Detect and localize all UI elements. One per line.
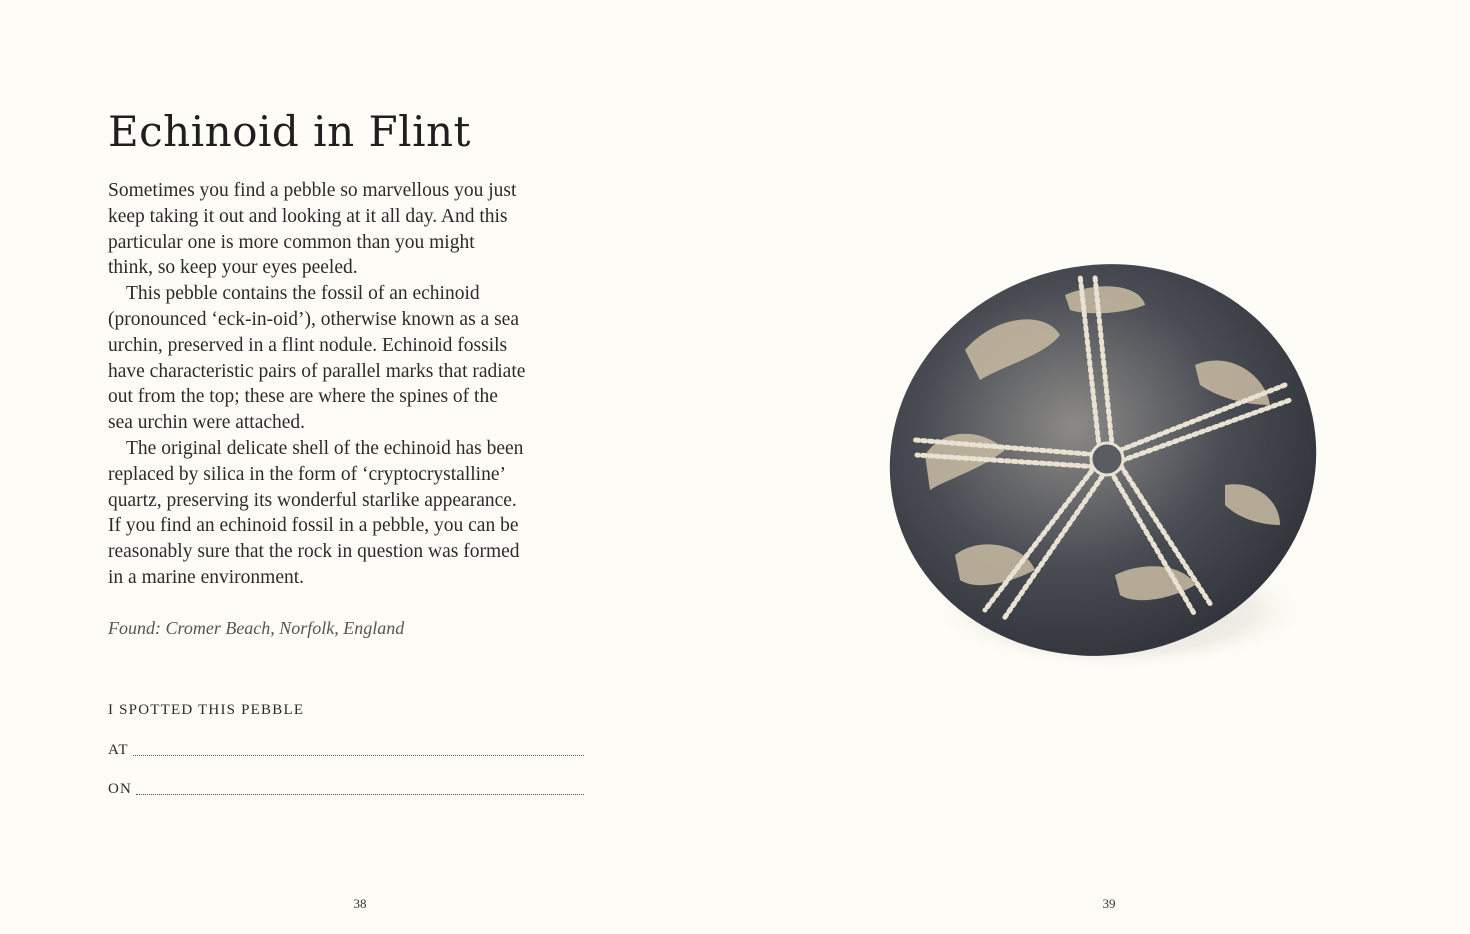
found-location: Found: Cromer Beach, Norfolk, England — [108, 618, 405, 638]
on-label: ON — [108, 781, 133, 797]
body-line: quartz, preserving its wonderful starlike appearance. — [108, 489, 517, 511]
at-field-row — [108, 741, 584, 759]
body-line: keep taking it out and looking at it all day. And this — [108, 205, 508, 227]
on-write-line — [136, 780, 584, 795]
body-line: have characteristic pairs of parallel marks that radiate — [108, 360, 526, 382]
body-line: The original delicate shell of the echinoid has been — [126, 437, 524, 459]
body-line: sea urchin were attached. — [108, 412, 306, 434]
at-write-line — [133, 741, 584, 756]
body-line: If you find an echinoid fossil in a pebble, you can be — [108, 515, 519, 537]
body-line: (pronounced ‘eck-in-oid’), otherwise known as a sea — [108, 308, 519, 330]
body-line: reasonably sure that the rock in question was formed — [108, 541, 520, 563]
right-page — [735, 0, 1470, 934]
body-line: out from the top; these are where the spines of the — [108, 386, 498, 408]
body-line: think, so keep your eyes peeled. — [108, 257, 358, 279]
body-line: particular one is more common than you might — [108, 231, 475, 253]
body-line: urchin, preserved in a flint nodule. Echinoid fossils — [108, 334, 508, 356]
body-line: Sometimes you find a pebble so marvellous you just — [108, 180, 517, 201]
body-line: This pebble contains the fossil of an echinoid — [126, 283, 480, 305]
page-number-left: 38 — [353, 896, 367, 911]
at-label: AT — [108, 742, 129, 758]
body-line: in a marine environment. — [108, 566, 305, 588]
echinoid-pebble-icon — [885, 255, 1325, 685]
on-field-row — [108, 780, 584, 798]
page-title: Echinoid in Flint — [108, 107, 471, 156]
spotted-heading: I SPOTTED THIS PEBBLE — [108, 702, 305, 718]
apical-disc — [1091, 443, 1123, 475]
body-line: replaced by silica in the form of ‘cryptocrystalline’ — [108, 463, 506, 485]
body-text — [108, 178, 598, 591]
page-number-right: 39 — [1102, 896, 1116, 911]
